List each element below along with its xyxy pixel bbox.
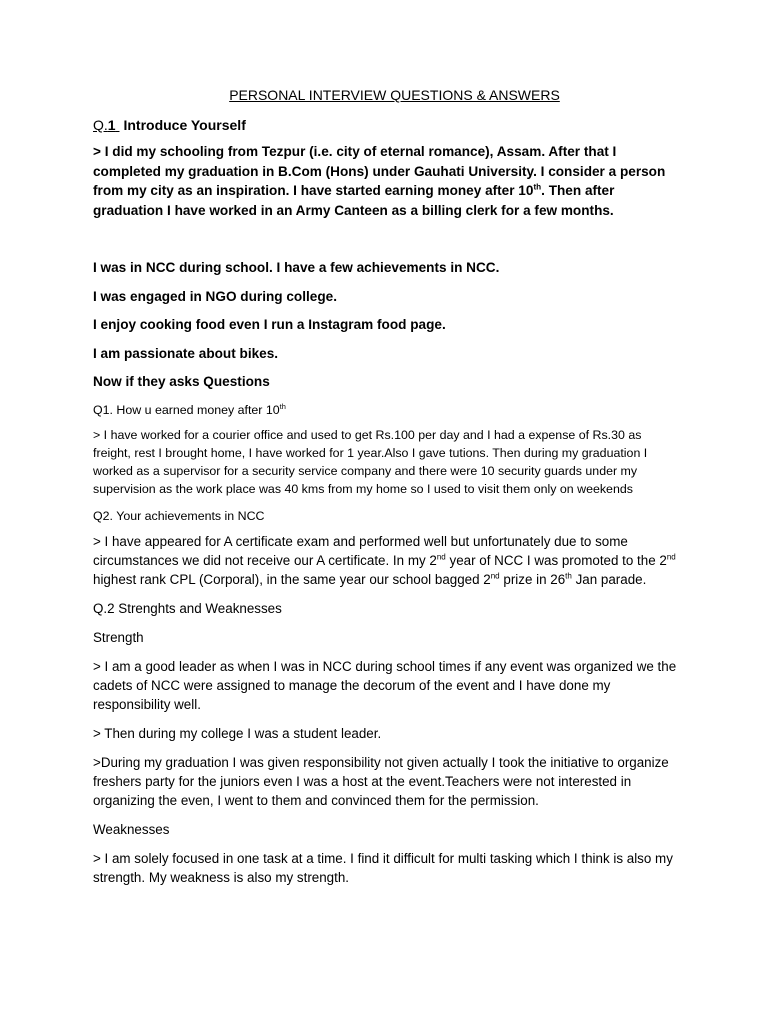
fact-cooking: I enjoy cooking food even I run a Instagram food page. bbox=[93, 317, 446, 332]
sub-q2-answer-part-5: Jan parade. bbox=[571, 571, 647, 587]
sub-q2-answer-part-2: year of NCC I was promoted to the 2 bbox=[445, 552, 667, 568]
sub-q1-question bbox=[93, 401, 678, 419]
questions-intro: Now if they asks Questions bbox=[93, 374, 270, 389]
sub-q2-sup-4: th bbox=[565, 571, 572, 581]
sub-q2-answer-part-4: prize in 26 bbox=[499, 571, 566, 587]
sub-q2-sup-2: nd bbox=[666, 552, 676, 562]
document-page bbox=[93, 84, 678, 897]
weakness-label: Weaknesses bbox=[93, 821, 170, 837]
strength-paragraph-3: >During my graduation I was given responsibility not given actually I took the initiative to organize freshers party for the juniors even I was a host at the event.Teachers were not interested in organizing the even, I went to them and convinced them for the permission. bbox=[93, 754, 669, 808]
q1-answer bbox=[93, 142, 678, 220]
q2-heading: Q.2 Strenghts and Weaknesses bbox=[93, 600, 282, 616]
sub-q2-sup-1: nd bbox=[436, 552, 446, 562]
fact-ngo: I was engaged in NGO during college. bbox=[93, 288, 337, 304]
sub-q2-answer-part-3: highest rank CPL (Corporal), in the same year our school bagged 2 bbox=[93, 571, 491, 587]
q1-heading-text: Introduce Yourself bbox=[123, 117, 246, 133]
weakness-paragraph-1: > I am solely focused in one task at a time. I find it difficult for multi tasking which I think is also my strength. My weakness is also my strength. bbox=[93, 850, 673, 885]
sub-q2-question: Q2. Your achievements in NCC bbox=[93, 508, 265, 523]
strength-label: Strength bbox=[93, 629, 144, 645]
q1-number-digit: 1 bbox=[107, 117, 116, 133]
q1-number bbox=[93, 117, 119, 133]
sub-q2-answer-part-1: > I have appeared for A certificate exam and performed well but unfortunately due to some circumstances we did not receive our A certificate. In my 2 bbox=[93, 533, 628, 568]
q1-answer-part-a: > I did my schooling from Tezpur (i.e. city of eternal romance), Assam. After that I completed my graduation in B.Com (Hons) under Gauhati University. I consider a person from my city as an inspiration. I have started earning money after 10 bbox=[93, 144, 666, 198]
document-title: PERSONAL INTERVIEW QUESTIONS & ANSWERS bbox=[229, 87, 560, 103]
q1-answer-sup: th bbox=[533, 182, 542, 192]
fact-bikes: I am passionate about bikes. bbox=[93, 345, 279, 361]
sub-q2-answer bbox=[93, 532, 678, 589]
q1-heading bbox=[93, 114, 678, 136]
q1-number-prefix: Q. bbox=[93, 117, 108, 133]
q1-answer-part-b: . Then after graduation I have worked in an Army Canteen as a billing clerk for a few months. bbox=[93, 183, 615, 218]
sub-q1-question-sup: th bbox=[279, 401, 286, 411]
sub-q2-sup-3: nd bbox=[490, 571, 500, 581]
strength-paragraph-2: > Then during my college I was a student leader. bbox=[93, 725, 382, 741]
strength-paragraph-1: > I am a good leader as when I was in NCC during school times if any event was organized we the cadets of NCC were assigned to manage the decorum of the event and I have done my responsibility well. bbox=[93, 658, 677, 712]
fact-ncc: I was in NCC during school. I have a few achievements in NCC. bbox=[93, 260, 500, 275]
sub-q1-question-text: Q1. How u earned money after 10 bbox=[93, 402, 280, 417]
sub-q1-answer: > I have worked for a courier office and used to get Rs.100 per day and I had a expense of Rs.30 as freight, rest I brought home, I have worked for 1 year.Also I gave tutions. Then during my graduation I worked as a supervisor for a security service company and there were 10 security guards under my supervision as the work place was 40 kms from my home so I used to visit them only on weekends bbox=[93, 427, 648, 496]
